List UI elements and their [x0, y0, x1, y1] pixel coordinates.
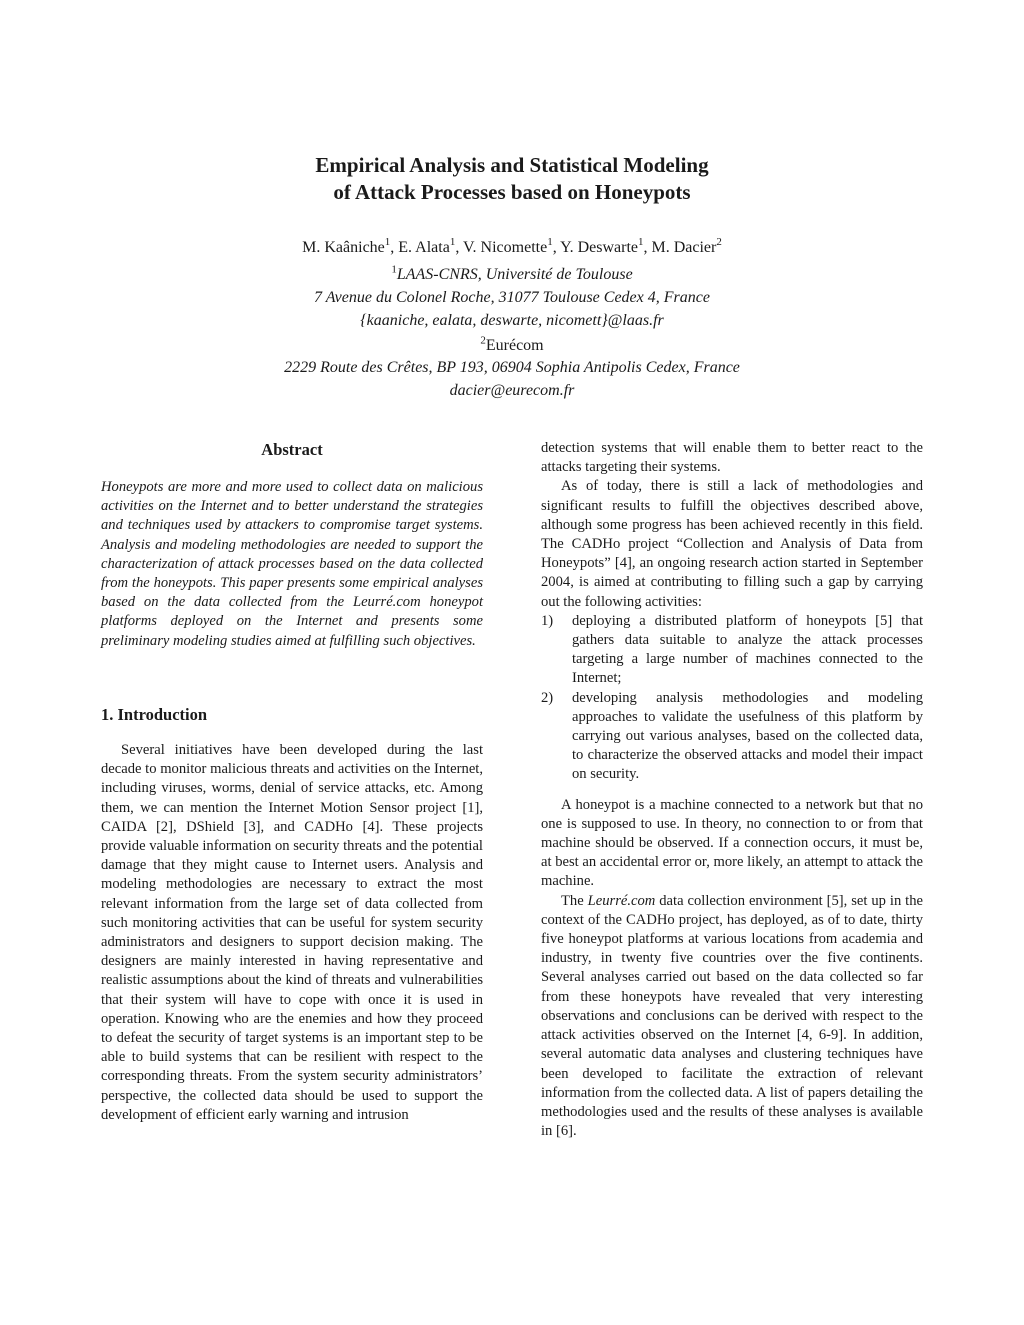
- abstract-body: Honeypots are more and more used to collect data on malicious activities on the Internet and to better understand the strategies and techniques used by attackers to compromise target systems. Analysis and modeling methodologies are needed to support the characterization of attack processes based on the data collected from the honeypots. This paper presents some empirical analyses based on the data collected from the Leurré.com honeypot platforms deployed on the Internet and presents some preliminary modeling studies aimed at fulfilling such objectives.: [101, 479, 483, 649]
- introduction-column: [101, 741, 483, 1125]
- affiliation-1-name: $^1$LAAS-CNRS, Université de Toulouse: [391, 263, 633, 283]
- author: Y. Deswarte$^1$,: [560, 235, 652, 256]
- paragraph-honeypot-definition: A honeypot is a machine connected to a network but that no one is supposed to use. In theory, no connection to or from that machine should be observed. If a connection occurs, it must be, at best an accidental error or, more likely, an attempt to attack the machine.: [541, 796, 923, 890]
- author: M. Dacier$^2$: [651, 235, 722, 256]
- title-line-2: of Attack Processes based on Honeypots: [333, 180, 691, 204]
- activity-list: [541, 612, 923, 785]
- intro-paragraph: Several initiatives have been developed during the last decade to monitor malicious threats and activities on the Internet, including viruses, worms, denial of service attacks, etc. Among them, we can mention the Internet Motion Sensor project [1], CAIDA [2], DShield [3], and CADHo [4]. These projects provide valuable information on security threats and the potential damage that they might cause to Internet users. Analysis and modeling methodologies are necessary to extract the most relevant information from the large set of data collected from such monitoring activities that can be useful for system security administrators and designers to support decision making. The designers are mainly interested in having representative and realistic assumptions about the kind of threats and vulnerabilities that their system will have to cope with once it is used in operation. Knowing who are the enemies and how they proceed to defeat the security of target systems is an important step to be able to build systems that can be resilient with respect to the corresponding threats. From the system security administrators’ perspective, the collected data should be used to support the development of efficient early warning and intrusion: [101, 742, 483, 1123]
- right-column: [541, 439, 923, 1141]
- title-line-1: Empirical Analysis and Statistical Modeling: [315, 153, 709, 177]
- section-heading-introduction: 1. Introduction: [101, 705, 208, 724]
- author: M. Kaâniche$^1$,: [302, 235, 399, 256]
- continued-paragraph: detection systems that will enable them to better react to the attacks targeting their systems.: [541, 440, 923, 476]
- list-item: 2) developing analysis methodologies and modeling approaches to validate the usefulness of this platform by carrying out various analyses, based on the collected data, to characterize the observed attacks and model their impact on security.: [541, 689, 923, 783]
- affiliation-1-email: {kaaniche, ealata, deswarte, nicomett}@laas.fr: [360, 312, 664, 329]
- list-item: 1) deploying a distributed platform of honeypots [5] that gathers data suitable to analyze the attack processes targeting a large number of machines connected to the Internet;: [541, 612, 923, 687]
- affiliation-2-address: 2229 Route des Crêtes, BP 193, 06904 Sophia Antipolis Cedex, France: [284, 359, 740, 376]
- affiliation-2-email: dacier@eurecom.fr: [449, 382, 575, 399]
- affiliation-1-address: 7 Avenue du Colonel Roche, 31077 Toulouse Cedex 4, France: [314, 289, 710, 306]
- abstract-heading: Abstract: [261, 440, 323, 459]
- paragraph-cadho: As of today, there is still a lack of methodologies and significant results to fulfill the objectives described above, although some progress has been achieved recently in this field. The CADHo project “Collection and Analysis of Data from Honeypots” [4], an ongoing research action started in September 2004, is aimed at contributing to filling such a gap by carrying out the following activities:: [541, 478, 923, 610]
- author: V. Nicomette$^1$,: [463, 235, 561, 256]
- paper-title: [0, 152, 1024, 206]
- author: E. Alata$^1$,: [398, 235, 464, 256]
- paragraph-leurre: The Leurré.com data collection environment [5], set up in the context of the CADHo project, has deployed, as of to date, thirty five honeypot platforms at various locations from academia and industry, in twenty five countries over the five continents. Several analyses carried out based on the data collected so far from these honeypots have revealed that very interesting observations and conclusions can be derived with respect to the attack activities observed on the Internet [4, 6-9]. In addition, several automatic data analyses and clustering techniques have been developed to facilitate the extraction of relevant information from the collected data. A list of papers detailing the methodologies used and the results of these analyses is available in [6].: [541, 892, 923, 1140]
- author-list: [0, 235, 1024, 258]
- affiliation-2-name: $^2$Eurécom: [480, 334, 544, 354]
